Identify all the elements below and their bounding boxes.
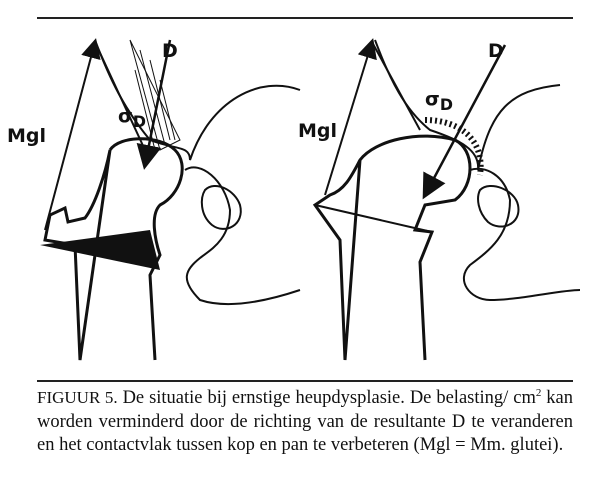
figure-caption xyxy=(37,386,573,458)
right-stress-subscript: D xyxy=(439,94,453,114)
left-osteotomy-wedge xyxy=(40,230,160,270)
right-muscle-label: Mgl xyxy=(298,120,338,142)
left-stress-subscript: D xyxy=(132,111,146,131)
right-pelvis xyxy=(375,40,560,170)
right-force-label: D xyxy=(488,40,504,62)
right-obturator xyxy=(478,186,518,227)
left-muscle-label: Mgl xyxy=(7,125,47,147)
left-force-label: D xyxy=(162,40,178,62)
left-stress-label xyxy=(118,105,146,131)
left-obturator xyxy=(202,186,241,229)
right-stress-label xyxy=(425,88,453,114)
caption-text-1: De situatie bij ernstige heupdysplasie. De belasting/ xyxy=(122,388,509,408)
left-stress-sigma: σ xyxy=(118,105,133,127)
caption-rule xyxy=(37,380,573,382)
figure-number: FIGUUR 5. xyxy=(37,388,118,407)
right-stress-sigma: σ xyxy=(425,88,440,110)
caption-superscript: 2 xyxy=(535,386,542,399)
right-femur xyxy=(315,136,470,360)
caption-text-2: kan worden verminderd door de richting van de resultante D te veranderen en het contactvlak tussen kop en pan te verbeteren (Mgl = Mm. glutei). xyxy=(37,388,574,455)
caption-unit: cm xyxy=(513,388,536,408)
left-hip-diagram xyxy=(40,40,300,360)
